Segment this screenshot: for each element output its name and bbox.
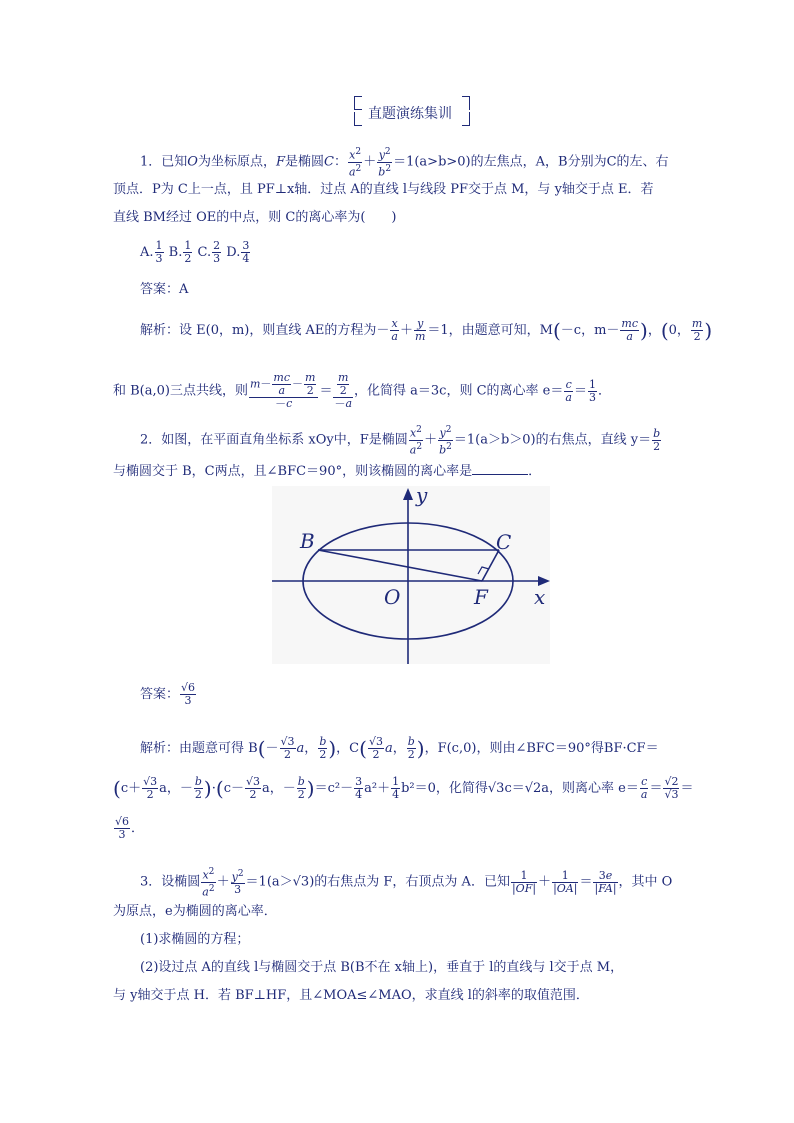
label-f: F [474, 585, 488, 609]
label-y: y [416, 486, 428, 507]
ellipse-diagram [272, 486, 550, 664]
q1-line1: 1．已知O为坐标原点，F是椭圆C： $\frac{x^2}{a^2}$ ＋ $\frac{y^2}{b^2}$ ＝1(a>b>0)的左焦点，A，B分别为C的左、右 [140, 147, 669, 179]
q2-answer: 答案： $\frac{√6}{3}$ [140, 681, 196, 707]
segment-cf [482, 550, 499, 581]
q1-options: A. $\frac{1}{3}$ B. $\frac{1}{2}$ C. $\frac{2}{3}$ D. $\frac{3}{4}$ [140, 239, 250, 265]
ellipse-figure [272, 486, 550, 664]
label-o: O [384, 585, 401, 609]
segment-bf [318, 550, 482, 581]
q2-solution-line1: 解析：由题意可得 B(－ $\frac{√3}{2}$ a， $\frac{b}{2}$ )，C( $\frac{√3}{2}$ a， $\frac{b}{2}$ )，F(c,0)，则由∠BFC＝90°得BF·CF＝ [140, 735, 659, 761]
q3-line2: 为原点，e为椭圆的离心率． [113, 904, 277, 919]
y-axis-arrow-icon [403, 488, 413, 500]
section-title [354, 96, 470, 126]
answer-blank [472, 462, 528, 475]
q1-line3: 直线 BM经过 OE的中点，则 C的离心率为( ) [113, 210, 397, 225]
q3-line1: 3．设椭圆 $\frac{x^2}{a^2}$ ＋ $\frac{y^2}{3}$ ＝1(a＞√3)的右焦点为 F，右顶点为 A．已知 $\frac{1}{|OF|}$ ＋ $\frac{1}{|OA|}$ ＝ $\frac{3e}{|FA|}$ ，其中 O [140, 867, 673, 899]
q2-solution-line2: (c＋ $\frac{√3}{2}$ a，－ $\frac{b}{2}$ )·(c－ $\frac{√3}{2}$ a，－ $\frac{b}{2}$ )＝c²－ $\frac{3}{4}$ a²＋ $\frac{1}{4}$ b²＝0，化简得√3c＝√2a，则离心率 e＝ $\frac{c}{a}$ ＝ $\frac{√2}{√3}$ ＝ [113, 775, 694, 801]
frac-y2-b2: $\frac{y^2}{b^2}$ [378, 147, 392, 179]
q3-part2-line1: (2)设过点 A的直线 l与椭圆交于点 B(B不在 x轴上)，垂直于 l的直线与 l交于点 M， [140, 960, 624, 975]
frac-x2-a2: $\frac{x^2}{a^2}$ [348, 147, 362, 179]
label-c: C [496, 530, 512, 554]
q3-part2-line2: 与 y轴交于点 H．若 BF⊥HF，且∠MOA≤∠MAO，求直线 l的斜率的取值范围． [113, 988, 589, 1003]
q3-part1: (1)求椭圆的方程； [140, 932, 250, 947]
q1-solution-line2: 和 B(a,0)三点共线，则 m－ $\frac{mc}{a}$ － $\frac{m}{2}$ －c ＝ $\frac{\frac{m}{2}}{-a}$ ，化简得 a＝3c，则 C的离心率 e＝ $\frac{c}{a}$ ＝ $\frac{1}{3}$ ． [113, 371, 611, 410]
label-b: B [300, 529, 315, 553]
section-title-text: 直题演练集训 [368, 106, 452, 122]
q2-line2: 与椭圆交于 B，C两点，且∠BFC＝90°，则该椭圆的离心率是 ． [113, 464, 542, 479]
label-x: x [534, 585, 546, 609]
q2-line1: 2．如图，在平面直角坐标系 xOy中，F是椭圆 $\frac{x^2}{a^2}$ ＋ $\frac{y^2}{b^2}$ ＝1(a＞b＞0)的右焦点，直线 y＝ $\frac{b}{2}$ [140, 425, 661, 457]
q1-answer: 答案：A [140, 282, 189, 297]
q1-line2: 顶点．P为 C上一点，且 PF⊥x轴．过点 A的直线 l与线段 PF交于点 M，与 y轴交于点 E．若 [113, 182, 654, 197]
q1-solution-line1: 解析：设 E(0，m)，则直线 AE的方程为－ $\frac{x}{a}$ ＋ $\frac{y}{m}$ ＝1，由题意可知，M(－c，m－ $\frac{mc}{a}$ )，(0， $\frac{m}{2}$ ) [140, 317, 713, 343]
q2-solution-line3: $\frac{√6}{3}$ ． [115, 815, 145, 841]
